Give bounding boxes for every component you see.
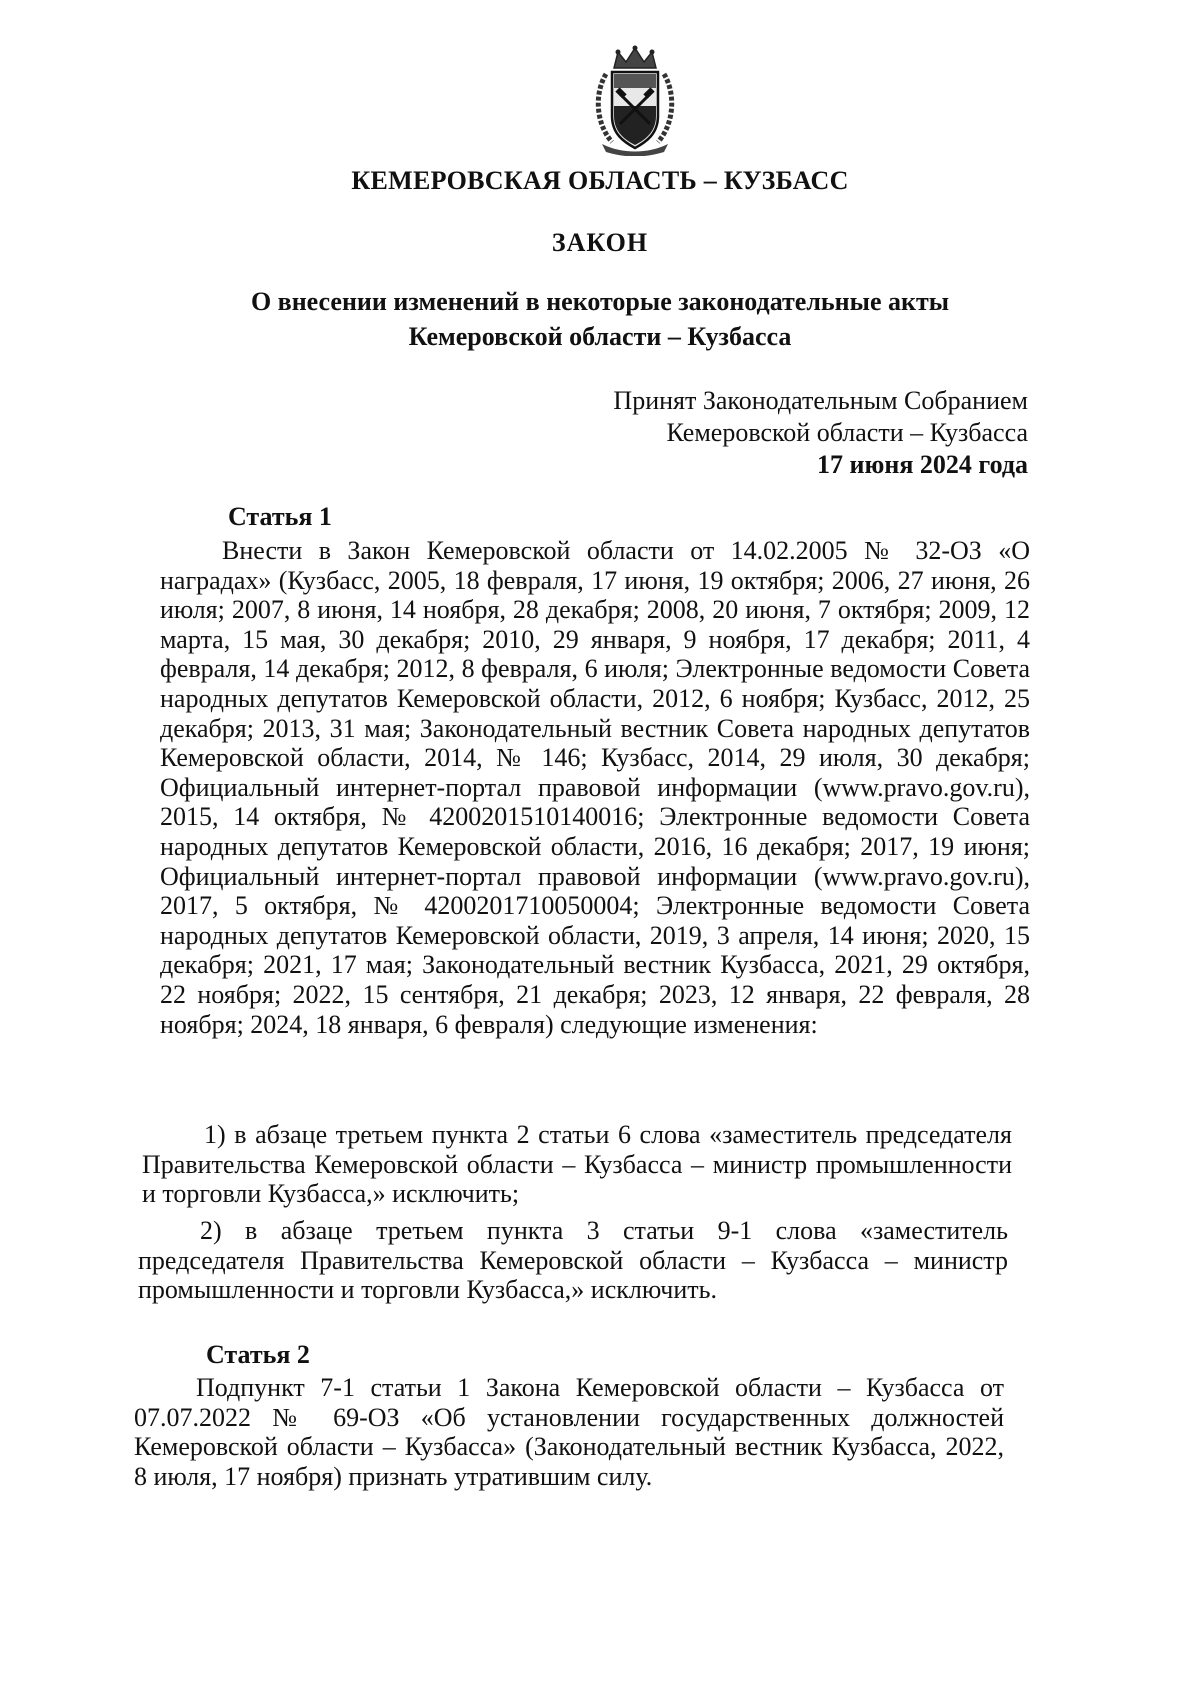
article-1-item-1: 1) в абзаце третьем пункта 2 статьи 6 слова «заместитель председателя Правительства Кемеровской области – Кузбасса – министр промышленности и торговли Кузбасса,» исключить; — [142, 1120, 1012, 1209]
law-title-line-2: Кемеровской области – Кузбасса — [408, 322, 792, 351]
article-1-heading: Статья 1 — [228, 502, 332, 531]
adoption-line-1: Принят Законодательным Собранием — [613, 386, 1028, 415]
law-title — [0, 284, 1200, 354]
article-1-item-2: 2) в абзаце третьем пункта 3 статьи 9-1 слова «заместитель председателя Правительства Кемеровской области – Кузбасса – министр промышленности и торговли Кузбасса,» исключить. — [138, 1216, 1008, 1305]
region-heading: КЕМЕРОВСКАЯ ОБЛАСТЬ – КУЗБАСС — [351, 166, 849, 195]
adoption-date: 17 июня 2024 года — [817, 450, 1028, 479]
law-title-line-1: О внесении изменений в некоторые законодательные акты — [250, 287, 950, 316]
document-kind-heading: ЗАКОН — [551, 228, 649, 257]
adoption-block — [428, 385, 1028, 481]
article-2-text: Подпункт 7-1 статьи 1 Закона Кемеровской области – Кузбасса от 07.07.2022 № 69-ОЗ «Об установлении государственных должностей Кемеровской области – Кузбасса» (Законодательный вестник Кузбасса, 2022, 8 июля, 17 ноября) признать утратившим силу. — [134, 1373, 1004, 1491]
article-1-intro: Внести в Закон Кемеровской области от 14.02.2005 № 32-ОЗ «О наградах» (Кузбасс, 2005, 18 февраля, 17 июня, 19 октября; 2006, 27 июня, 26 июля; 2007, 8 июня, 14 ноября, 28 декабря; 2008, 20 июня, 7 октября; 2009, 12 марта, 15 мая, 30 декабря; 2010, 29 января, 9 ноября, 17 декабря; 2011, 4 февраля, 14 декабря; 2012, 8 февраля, 6 июля; Электронные ведомости Совета народных депутатов Кемеровской области, 2012, 6 ноября; Кузбасс, 2012, 25 декабря; 2013, 31 мая; Законодательный вестник Совета народных депутатов Кемеровской области, 2014, № 146; Кузбасс, 2014, 29 июля, 30 декабря; Официальный интернет-портал правовой информации (www.pravo.gov.ru), 2015, 14 октября, № 4200201510140016; Электронные ведомости Совета народных депутатов Кемеровской области, 2016, 16 декабря; 2017, 19 июня; Официальный интернет-портал правовой информации (www.pravo.gov.ru), 2017, 5 октября, № 4200201710050004; Электронные ведомости Совета народных депутатов Кемеровской области, 2019, 3 апреля, 14 июня; 2020, 15 декабря; 2021, 17 мая; Законодательный вестник Кузбасса, 2021, 29 октября, 22 ноября; 2022, 15 сентября, 21 декабря; 2023, 12 января, 22 февраля, 28 ноября; 2024, 18 января, 6 февраля) следующие изменения: — [160, 536, 1030, 1039]
kemerovo-coat-of-arms-icon — [592, 44, 678, 156]
article-2-heading: Статья 2 — [206, 1340, 310, 1369]
adoption-line-2: Кемеровской области – Кузбасса — [666, 418, 1028, 447]
